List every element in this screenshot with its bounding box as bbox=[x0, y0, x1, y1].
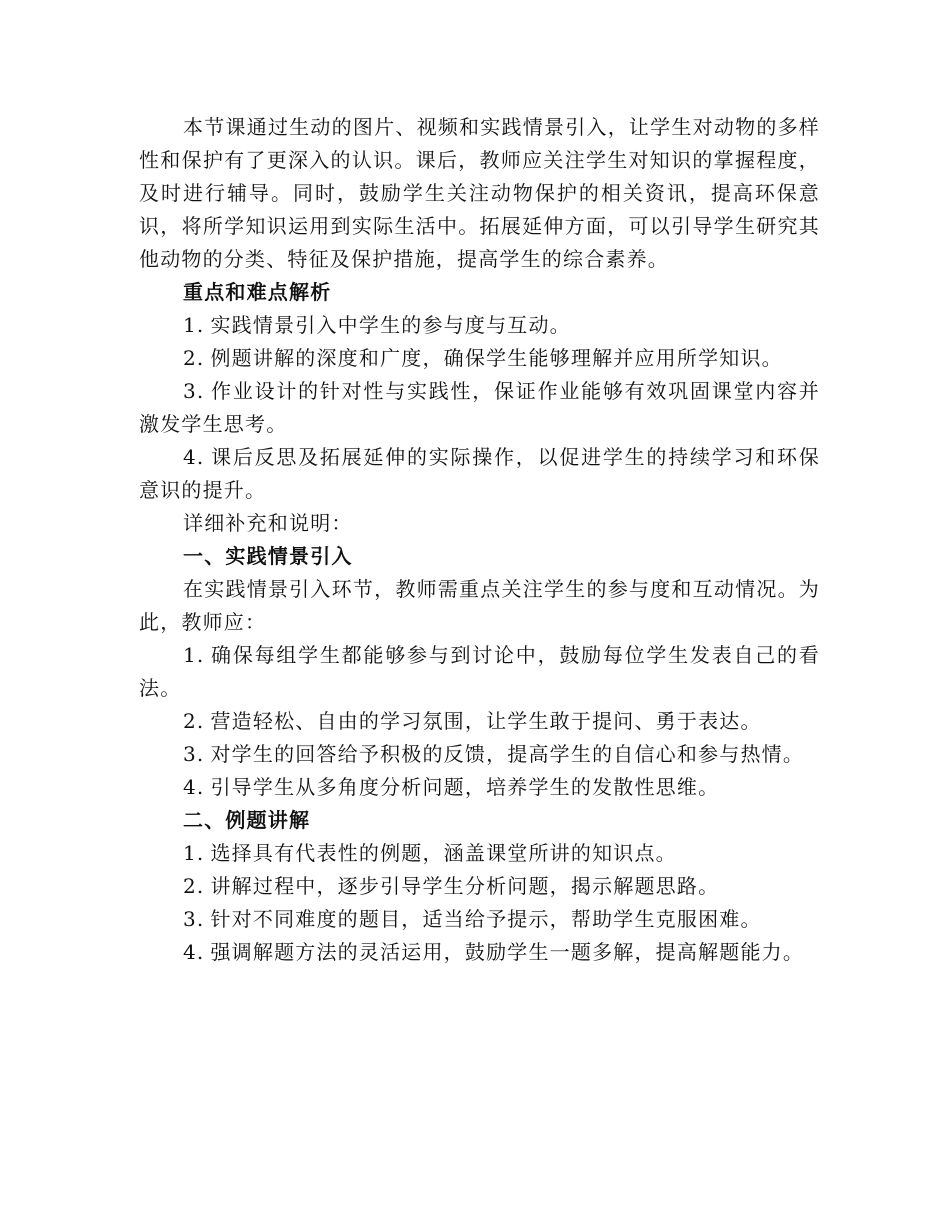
list-text: 引导学生从多角度分析问题，培养学生的发散性思维。 bbox=[210, 775, 720, 799]
section2-item bbox=[139, 870, 820, 903]
list-number: 2. bbox=[183, 874, 205, 898]
list-text: 选择具有代表性的例题，涵盖课堂所讲的知识点。 bbox=[210, 841, 677, 865]
list-number: 3. bbox=[183, 907, 205, 931]
list-number: 1. bbox=[183, 841, 205, 865]
list-number: 3. bbox=[183, 379, 205, 403]
supplement-label: 详细补充和说明： bbox=[183, 511, 353, 535]
section1-intro: 在实践情景引入环节，教师需重点关注学生的参与度和互动情况。为此，教师应： bbox=[139, 577, 820, 634]
section2-heading: 二、例题讲解 bbox=[183, 808, 311, 832]
section1-item bbox=[139, 705, 820, 738]
list-text: 营造轻松、自由的学习氛围，让学生敢于提问、勇于表达。 bbox=[210, 709, 762, 733]
list-text: 确保每组学生都能够参与到讨论中，鼓励每位学生发表自己的看法。 bbox=[139, 643, 820, 700]
list-number: 1. bbox=[183, 643, 205, 667]
list-number: 4. bbox=[183, 775, 205, 799]
list-text: 对学生的回答给予积极的反馈，提高学生的自信心和参与热情。 bbox=[210, 742, 805, 766]
list-text: 针对不同难度的题目，适当给予提示，帮助学生克服困难。 bbox=[210, 907, 762, 931]
list-text: 强调解题方法的灵活运用，鼓励学生一题多解，提高解题能力。 bbox=[210, 940, 805, 964]
list-text: 作业设计的针对性与实践性，保证作业能够有效巩固课堂内容并激发学生思考。 bbox=[139, 379, 820, 436]
key-point-item bbox=[139, 441, 820, 507]
section1-heading: 一、实践情景引入 bbox=[183, 544, 353, 568]
list-text: 讲解过程中，逐步引导学生分析问题，揭示解题思路。 bbox=[210, 874, 720, 898]
intro-paragraph: 本节课通过生动的图片、视频和实践情景引入，让学生对动物的多样性和保护有了更深入的认识。课后，教师应关注学生对知识的掌握程度，及时进行辅导。同时，鼓励学生关注动物保护的相关资讯，提高环保意识，将所学知识运用到实际生活中。拓展延伸方面，可以引导学生研究其他动物的分类、特征及保护措施，提高学生的综合素养。 bbox=[139, 115, 820, 271]
key-point-item bbox=[139, 309, 820, 342]
list-number: 4. bbox=[183, 940, 205, 964]
list-number: 4. bbox=[183, 445, 205, 469]
section1-item bbox=[139, 639, 820, 705]
list-text: 实践情景引入中学生的参与度与互动。 bbox=[210, 313, 571, 337]
list-number: 3. bbox=[183, 742, 205, 766]
section1-item bbox=[139, 771, 820, 804]
section2-item bbox=[139, 837, 820, 870]
key-point-item bbox=[139, 342, 820, 375]
section2-item bbox=[139, 903, 820, 936]
list-text: 课后反思及拓展延伸的实际操作，以促进学生的持续学习和环保意识的提升。 bbox=[139, 445, 820, 502]
list-number: 2. bbox=[183, 709, 205, 733]
key-point-item bbox=[139, 375, 820, 441]
section2-item bbox=[139, 936, 820, 969]
list-text: 例题讲解的深度和广度，确保学生能够理解并应用所学知识。 bbox=[210, 346, 783, 370]
section1-item bbox=[139, 738, 820, 771]
list-number: 2. bbox=[183, 346, 205, 370]
list-number: 1. bbox=[183, 313, 205, 337]
key-points-heading: 重点和难点解析 bbox=[183, 280, 332, 304]
